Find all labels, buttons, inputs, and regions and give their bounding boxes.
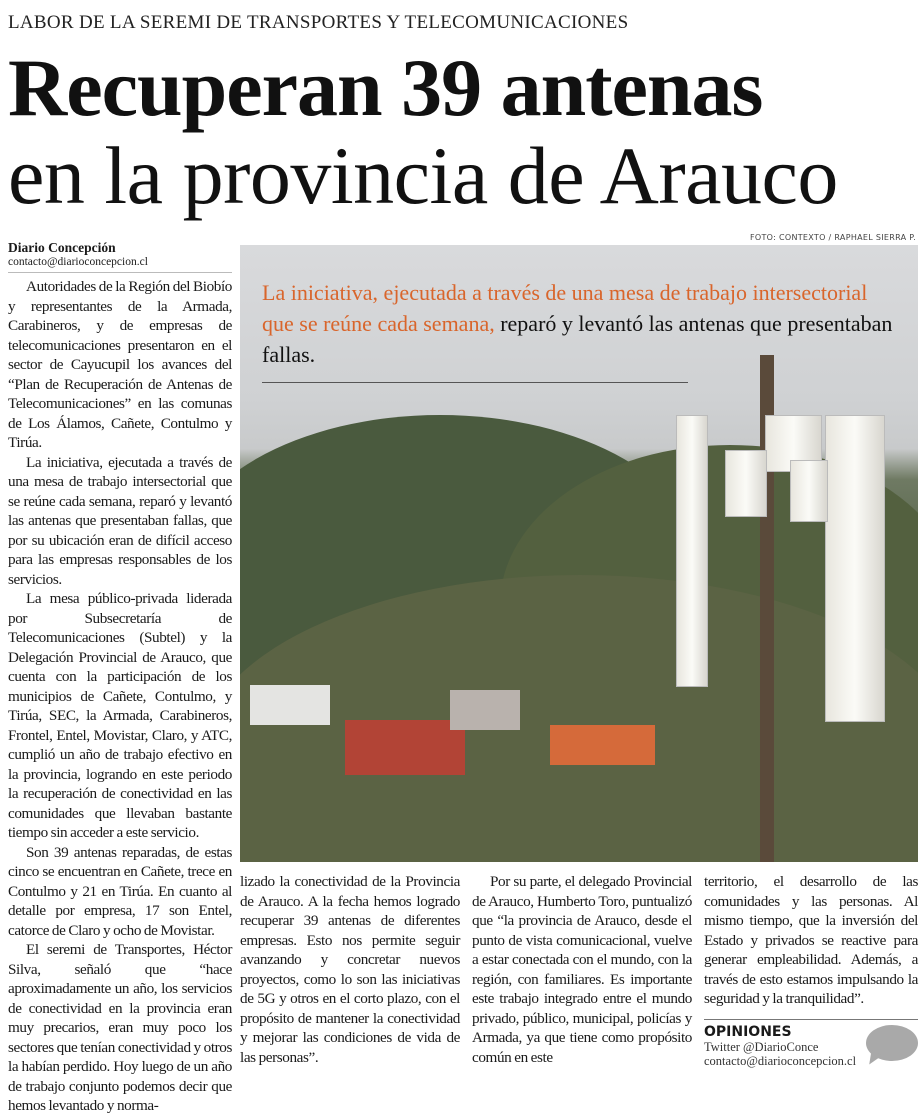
hill-shape [240, 575, 918, 862]
antenna-radio-unit [725, 450, 767, 517]
house-gray [450, 690, 520, 730]
pull-quote-rest: reparó y levantó las antenas que presentaban fallas. [262, 311, 893, 367]
paragraph: Son 39 antenas reparadas, de estas cinco se encuentran en Cañete, trece en Contulmo y 21 en Tirúa. En cuanto al detalle por empresa, 17 son Entel, catorce de Claro y ocho de Movistar. [8, 843, 232, 939]
article-column-2 [240, 872, 460, 1067]
house-white [250, 685, 330, 725]
kicker: LABOR DE LA SEREMI DE TRANSPORTES Y TELECOMUNICACIONES [8, 12, 629, 33]
paragraph: lizado la conectividad de la Provincia de Arauco. A la fecha hemos logrado recuperar 39 antenas de diferentes empresas. Esto nos permite seguir avanzando y concretar nuevos proyectos, como lo son las iniciativas de 5G y otros en el corto plazo, con el propósito de mantener la conectividad y mejorar las condiciones de vida de las personas”. [240, 873, 460, 1066]
paragraph: Autoridades de la Región del Biobío y representantes de la Armada, Carabineros, y de empresas de telecomunicaciones presentaron en el sector de Cayucupil los avances del “Plan de Recuperación de Antenas de Telecomunicaciones” en las comunas de Los Álamos, Cañete, Contulmo y Tirúa. [8, 278, 232, 451]
byline-email: contacto@diarioconcepcion.cl [8, 256, 148, 268]
headline-line-1: Recuperan 39 antenas [8, 42, 763, 133]
article-column-3 [472, 872, 692, 1067]
headline [8, 44, 838, 220]
byline-name: Diario Concepción [8, 240, 116, 255]
opinions-box [704, 1019, 918, 1070]
pull-quote-rule [262, 382, 688, 383]
antenna-panel [825, 415, 885, 722]
opinions-email[interactable]: contacto@diarioconcepcion.cl [704, 1053, 857, 1068]
article-column-4 [704, 872, 918, 1009]
antenna-radio-unit [790, 460, 828, 522]
photo-credit: FOTO: CONTEXTO / RAPHAEL SIERRA P. [750, 233, 916, 242]
paragraph: Por su parte, el delegado Provincial de Arauco, Humberto Toro, puntualizó que “la provincia de Arauco, desde el punto de vista comunicacional, vuelve a estar conectada con el mundo, con la región, con familiares. Es importante este trabajo integrado entre el mundo privado, público, municipal, policías y Armada, ya que tiene como propósito común en este [472, 873, 692, 1066]
pull-quote-highlight: La iniciativa, ejecutada a través de una mesa de trabajo intersectorial que se reúne cada semana, [262, 280, 868, 336]
pull-quote-text [262, 277, 902, 370]
article-column-1 [8, 277, 232, 1116]
paragraph: La mesa público-privada liderada por Subsecretaría de Telecomunicaciones (Subtel) y la Delegación Provincial de Arauco, que cuenta con la participación de los municipios de Cañete, Contulmo, y Tirúa, SEC, la Armada, Carabineros, Frontel, Entel, Movistar, Claro, y ATC, cumplió un año de trabajo efectivo en la provincia, logrando en este periodo la recuperación de conectividad en las comunidades que llevaban bastante tiempo sin acceder a este servicio. [8, 590, 232, 841]
right-column-stack [704, 872, 918, 1070]
byline [8, 240, 232, 273]
house-orange [550, 725, 655, 765]
house-red [345, 720, 465, 775]
antenna-panel [676, 415, 708, 687]
opinions-twitter[interactable]: Twitter @DiarioConce [704, 1039, 819, 1054]
headline-line-2: en la provincia de Arauco [8, 130, 838, 221]
paragraph: El seremi de Transportes, Héctor Silva, señaló que “hace aproximadamente un año, los servicios de conectividad en la provincia eran muy precarios, eran muy poco los sectores que tenían conectividad y otros la habían perdido. Hoy luego de un año de trabajo conjunto podemos decir que hemos levantado y norma- [8, 941, 232, 1114]
opinions-title: OPINIONES [704, 1023, 792, 1040]
paragraph: La iniciativa, ejecutada a través de una mesa de trabajo intersectorial que se reúne cada semana, reparó y levantó las antenas que presentaban fallas, que por su ubicación eran de difícil acceso para las empresas responsables de los servicios. [8, 453, 232, 588]
pull-quote [262, 277, 902, 383]
article-photo [240, 245, 918, 862]
paragraph: territorio, el desarrollo de las comunidades y las personas. Al mismo tiempo, que la inversión del Estado y privados se reactive para generar empleabilidad. Además, a través de esto estamos impulsando la seguridad y la tranquilidad”. [704, 873, 918, 1007]
